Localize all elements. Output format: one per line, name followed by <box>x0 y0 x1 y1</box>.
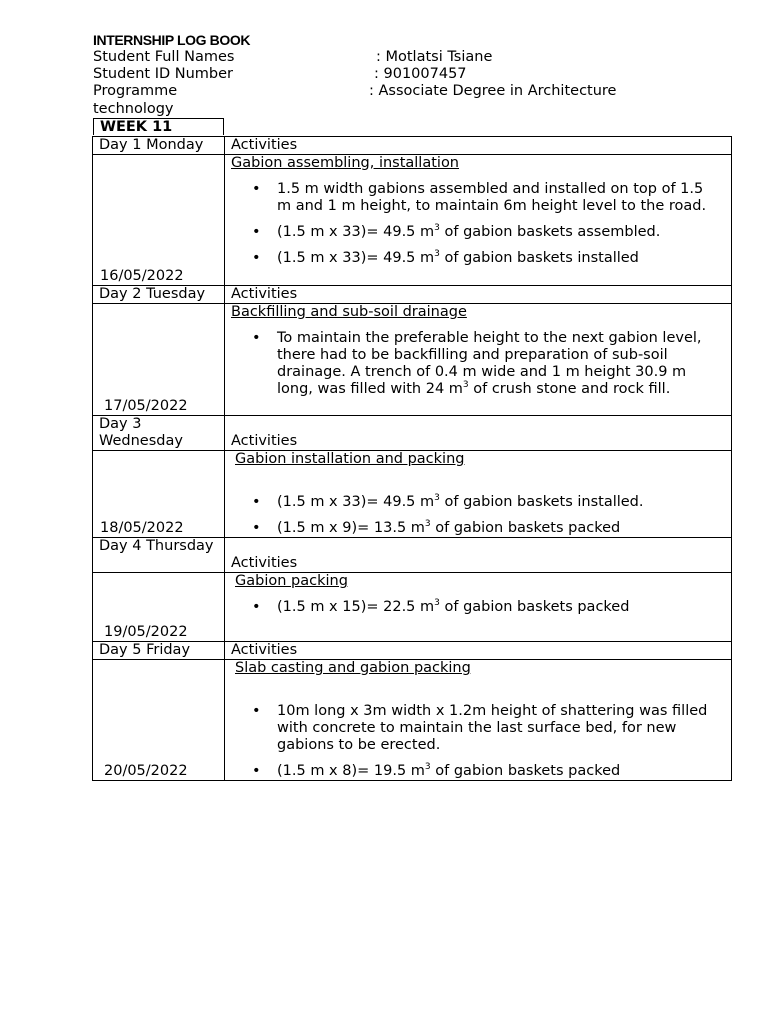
activity-list <box>231 703 725 780</box>
info-row-programme <box>93 83 733 100</box>
info-value: : Motlatsi Tsiane <box>376 49 493 65</box>
programme-continuation: technology <box>93 101 174 117</box>
activity-item: • To maintain the preferable height to the next gabion level, there had to be backfilling and preparation of sub-soil drainage. A trench of 0.4 m wide and 1 m height 30.9 m long, was filled with 24 $m^3$ of crush stone and rock fill. <box>231 330 725 398</box>
day-date: 20/05/2022 <box>93 660 225 781</box>
day-content-row <box>93 451 732 538</box>
info-row-student-id <box>93 66 733 83</box>
info-label: Student ID Number <box>93 66 233 82</box>
activity-cell <box>225 660 732 781</box>
day-label: Day 5 Friday <box>93 642 225 660</box>
activity-heading: Backfilling and sub-soil drainage <box>231 304 467 320</box>
activity-cell <box>225 155 732 286</box>
day-content-row <box>93 660 732 781</box>
day-content-row <box>93 304 732 416</box>
activities-header: Activities <box>225 286 732 304</box>
activity-list <box>231 599 725 616</box>
activity-heading: Slab casting and gabion packing <box>235 660 471 676</box>
info-label: Programme <box>93 83 178 99</box>
activity-item: • (1.5 m x 8)= 19.5 $m^3$ of gabion baskets packed <box>231 763 725 780</box>
day-header-row <box>93 642 732 660</box>
activity-item: • (1.5 m x 33)= 49.5 $m^3$ of gabion baskets assembled. <box>231 224 725 241</box>
activity-list <box>231 494 725 537</box>
activities-header: Activities <box>225 416 732 451</box>
activity-log-table <box>92 136 732 781</box>
day-header-row <box>93 286 732 304</box>
info-label: Student Full Names <box>93 49 235 65</box>
activity-item: • 1.5 m width gabions assembled and installed on top of 1.5 m and 1 m height, to maintain 6m height level to the road. <box>231 181 725 215</box>
activity-cell <box>225 451 732 538</box>
info-value: : 901007457 <box>374 66 467 82</box>
activity-cell <box>225 573 732 642</box>
activity-cell <box>225 304 732 416</box>
activity-list <box>231 330 725 398</box>
week-label: WEEK 11 <box>93 118 224 135</box>
activity-list <box>231 181 725 267</box>
activity-item: • 10m long x 3m width x 1.2m height of shattering was filled with concrete to maintain the last surface bed, for new gabions to be erected. <box>231 703 725 754</box>
day-date: 19/05/2022 <box>93 573 225 642</box>
activity-item: • (1.5 m x 15)= 22.5 $m^3$ of gabion baskets packed <box>231 599 725 616</box>
day-label: Day 3 Wednesday <box>93 416 225 451</box>
activities-header: Activities <box>225 538 732 573</box>
info-value: : Associate Degree in Architecture <box>369 83 617 99</box>
day-date: 17/05/2022 <box>93 304 225 416</box>
activity-item: • (1.5 m x 33)= 49.5 $m^3$ of gabion baskets installed. <box>231 494 725 511</box>
activity-item: • (1.5 m x 9)= 13.5 $m^3$ of gabion baskets packed <box>231 520 725 537</box>
day-label: Day 1 Monday <box>93 137 225 155</box>
activity-item: • (1.5 m x 33)= 49.5 $m^3$ of gabion baskets installed <box>231 250 725 267</box>
day-label: Day 2 Tuesday <box>93 286 225 304</box>
activities-header: Activities <box>225 137 732 155</box>
activity-heading: Gabion packing <box>235 573 348 589</box>
day-header-row <box>93 137 732 155</box>
day-header-row <box>93 416 732 451</box>
activities-header: Activities <box>225 642 732 660</box>
activity-heading: Gabion installation and packing <box>235 451 465 467</box>
document-title: INTERNSHIP LOG BOOK <box>93 32 251 48</box>
day-header-row <box>93 538 732 573</box>
day-date: 16/05/2022 <box>93 155 225 286</box>
info-row-full-names <box>93 49 733 66</box>
day-label: Day 4 Thursday <box>93 538 225 573</box>
day-content-row <box>93 573 732 642</box>
day-content-row <box>93 155 732 286</box>
day-date: 18/05/2022 <box>93 451 225 538</box>
activity-heading: Gabion assembling, installation <box>231 155 459 171</box>
